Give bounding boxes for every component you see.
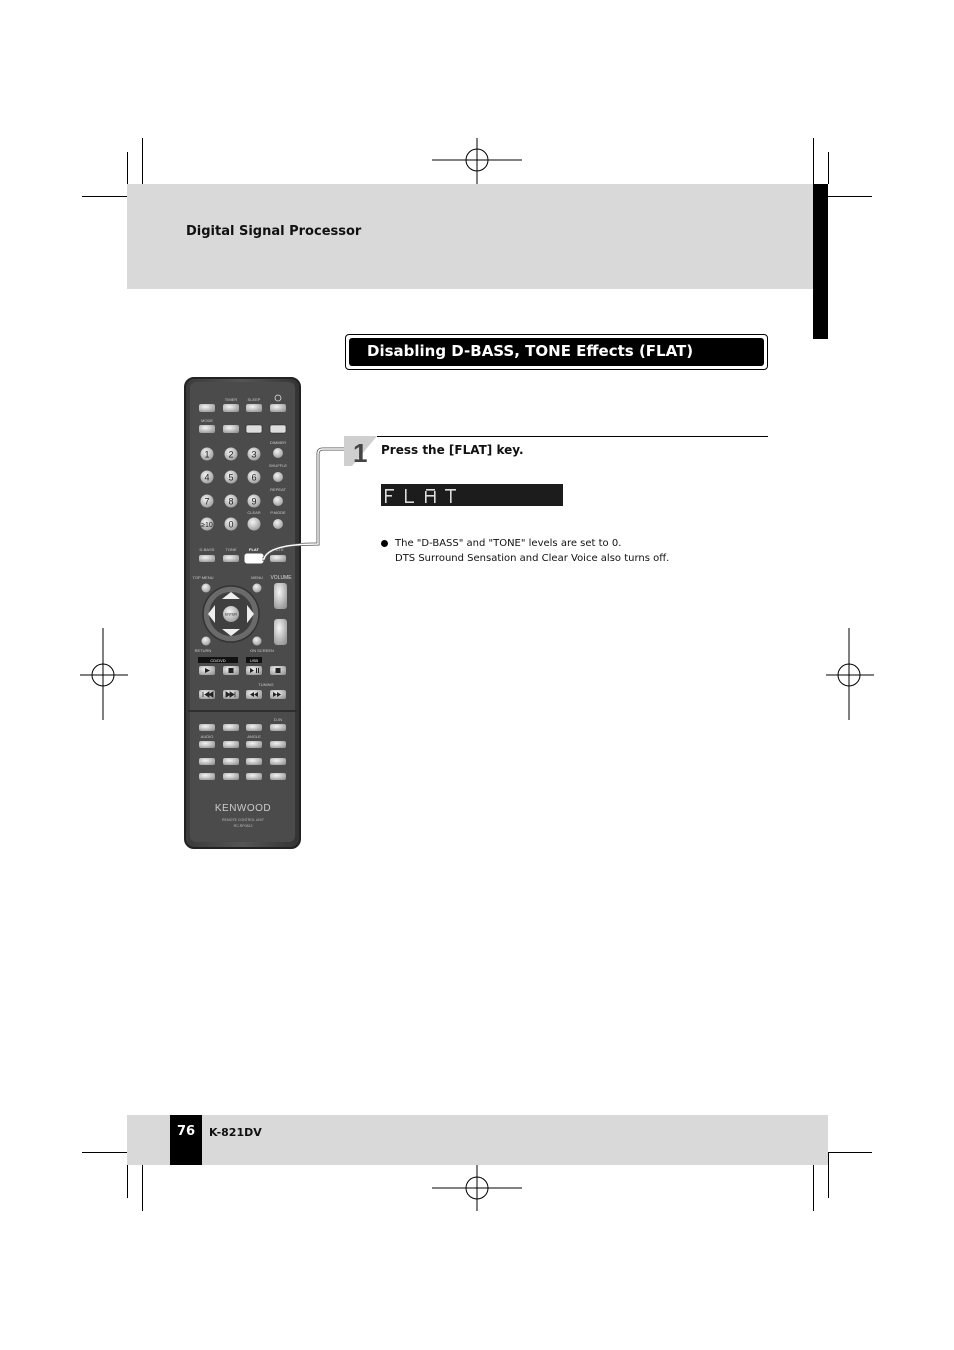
remote-key: [270, 425, 286, 433]
remote-key: [199, 404, 215, 412]
footer-band: [127, 1115, 828, 1165]
crop-mark: [828, 1152, 829, 1198]
remote-label: AUDIO: [200, 734, 214, 739]
remote-key: [223, 425, 239, 433]
note-line: DTS Surround Sensation and Clear Voice also turns off.: [395, 553, 670, 564]
bullet-icon: [381, 540, 388, 547]
remote-key: [253, 584, 262, 593]
svg-text:6: 6: [251, 472, 257, 483]
remote-unit-label: REMOTE CONTROL UNIT: [221, 818, 265, 822]
svg-text:4: 4: [204, 472, 210, 483]
page-title: Disabling D-BASS, TONE Effects (FLAT): [349, 338, 764, 366]
remote-key: [199, 425, 215, 433]
remote-key: [246, 404, 262, 412]
remote-label: DIMMER: [269, 440, 287, 445]
remote-brand: KENWOOD: [214, 803, 272, 814]
remote-label: REPEAT: [270, 487, 286, 492]
crop-mark: [828, 196, 872, 197]
remote-label: TONE: [225, 547, 237, 552]
registration-mark-right: [826, 628, 874, 720]
step-number: 1: [353, 438, 368, 467]
lcd-display: [381, 484, 563, 506]
crop-mark: [813, 138, 814, 184]
remote-label: ON SCREEN: [250, 648, 274, 653]
remote-label: MODE: [201, 418, 213, 423]
remote-key: [202, 584, 211, 593]
remote-label: MUTE: [272, 547, 284, 552]
remote-label: SHUFFLE: [268, 463, 288, 468]
svg-text:≥10: ≥10: [201, 522, 213, 529]
remote-key: [223, 404, 239, 412]
crop-mark: [142, 138, 143, 184]
step-number-badge: [342, 435, 378, 467]
remote-label: TIMER: [224, 397, 238, 402]
svg-text:3: 3: [251, 449, 257, 460]
remote-label: CD/DVD: [210, 658, 226, 663]
remote-label: TUNING: [258, 682, 274, 687]
crop-mark: [828, 1152, 872, 1153]
remote-model-label: RC-RP0813: [233, 824, 253, 828]
svg-text:9: 9: [251, 496, 257, 507]
remote-label: SLEEP: [247, 397, 261, 402]
crop-mark: [82, 196, 127, 197]
remote-flat-label: FLAT: [249, 547, 259, 552]
remote-key: [253, 637, 262, 646]
remote-key: [199, 555, 215, 562]
svg-text:1: 1: [204, 449, 210, 460]
registration-mark-left: [80, 628, 128, 720]
remote-label: P.MODE: [270, 510, 286, 515]
remote-label: ENTER: [225, 612, 237, 617]
registration-mark-bottom: [432, 1165, 522, 1211]
remote-key: [246, 425, 262, 433]
step-divider: [377, 436, 768, 437]
remote-label: D-BASS: [199, 547, 215, 552]
svg-text:2: 2: [228, 449, 234, 460]
crop-mark: [82, 1152, 127, 1153]
remote-label: CLEAR: [247, 510, 261, 515]
crop-mark: [142, 1165, 143, 1211]
volume-up-key: [274, 583, 287, 609]
page-number-box: [170, 1115, 202, 1165]
section-title: Digital Signal Processor: [186, 224, 362, 239]
remote-key: [223, 555, 239, 562]
page-title-box: [345, 334, 768, 370]
crop-mark: [127, 152, 128, 184]
svg-text:5: 5: [228, 472, 234, 483]
svg-text:0: 0: [228, 519, 234, 530]
remote-label: MENU: [251, 575, 263, 580]
remote-label: VOLUME: [270, 575, 292, 581]
volume-down-key: [274, 619, 287, 645]
page-number: 76: [176, 1124, 196, 1139]
remote-label: TOP MENU: [192, 575, 214, 580]
remote-key: [270, 404, 286, 412]
crop-mark: [828, 152, 829, 184]
section-tab: [813, 184, 828, 339]
svg-text:8: 8: [228, 496, 234, 507]
registration-mark-top: [432, 138, 522, 184]
step-note: [395, 536, 669, 566]
model-name: K-821DV: [209, 1126, 262, 1139]
crop-mark: [813, 1165, 814, 1211]
step-instruction: Press the [FLAT] key.: [381, 443, 524, 457]
remote-label: D-IN: [273, 717, 283, 722]
remote-key: [202, 637, 211, 646]
svg-text:7: 7: [204, 496, 210, 507]
remote-label: USB: [249, 658, 259, 663]
note-line: The "D-BASS" and "TONE" levels are set to 0.: [395, 538, 622, 549]
remote-label: RETURN: [194, 648, 212, 653]
remote-label: ANGLE: [247, 734, 261, 739]
